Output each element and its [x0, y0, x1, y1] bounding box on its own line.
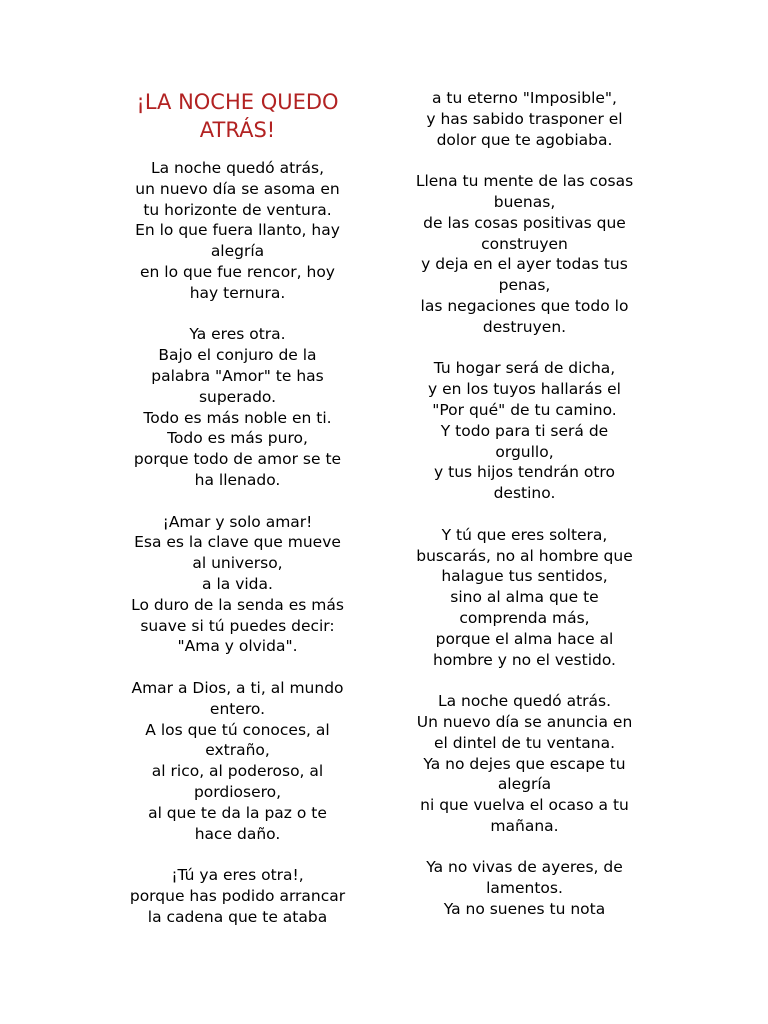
- poem-line: Ya no vivas de ayeres, de: [426, 858, 623, 877]
- poem-line: Y tú que eres soltera,: [441, 525, 608, 544]
- poem-line: Y todo para ti será de: [440, 421, 609, 440]
- right-column: [392, 88, 657, 920]
- stanza-break: [392, 338, 657, 359]
- stanza-break: [392, 504, 657, 525]
- poem-line: "Por qué" de tu camino.: [432, 400, 617, 419]
- poem-line: alegría: [497, 775, 552, 794]
- poem-line: palabra "Amor" te has: [151, 366, 324, 385]
- poem-line: entero.: [209, 699, 266, 718]
- poem-line: La noche quedó atrás.: [437, 692, 612, 711]
- poem-line: Tu hogar será de dicha,: [433, 359, 616, 378]
- poem-line: y tus hijos tendrán otro: [434, 463, 615, 482]
- poem-line: construyen: [481, 234, 568, 253]
- poem-title: [105, 88, 370, 144]
- poem-line: destruyen.: [482, 317, 567, 336]
- poem-line: porque todo de amor se te: [133, 450, 342, 469]
- poem-line: A los que tú conoces, al: [145, 720, 330, 739]
- poem-line: Todo es más puro,: [167, 429, 308, 448]
- poem-line: superado.: [198, 387, 277, 406]
- poem-line: ni que vuelva el ocaso a tu: [420, 796, 629, 815]
- poem-line: de las cosas positivas que: [423, 213, 626, 232]
- poem-line: orgullo,: [495, 442, 554, 461]
- poem-line: Ya no dejes que escape tu: [423, 754, 626, 773]
- poem-line: alegría: [210, 242, 265, 261]
- poem-line: el dintel de tu ventana.: [433, 733, 616, 752]
- poem-line: "Ama y olvida".: [177, 637, 298, 656]
- poem-line: hombre y no el vestido.: [433, 650, 616, 669]
- poem-line: En lo que fuera llanto, hay: [135, 221, 340, 240]
- stanza-break: [392, 670, 657, 691]
- poem-line: Todo es más noble en ti.: [143, 408, 332, 427]
- poem-line: Lo duro de la senda es más: [131, 595, 344, 614]
- poem-line: Ya no suenes tu nota: [443, 900, 606, 919]
- poem-line: penas,: [498, 276, 551, 295]
- poem-line: Esa es la clave que mueve: [134, 533, 341, 552]
- poem-line: Ya eres otra.: [189, 325, 286, 344]
- poem-line: tu horizonte de ventura.: [143, 200, 332, 219]
- poem-line: buscarás, no al hombre que: [416, 546, 633, 565]
- stanza-break: [392, 150, 657, 171]
- poem-line: suave si tú puedes decir:: [140, 616, 335, 635]
- poem-line: porque el alma hace al: [435, 629, 614, 648]
- poem-line: Llena tu mente de las cosas: [415, 172, 634, 191]
- poem-line: y deja en el ayer todas tus: [421, 255, 628, 274]
- stanza-break: [392, 837, 657, 858]
- poem-line: ¡Amar y solo amar!: [162, 512, 313, 531]
- poem-line: a tu eterno "Imposible",: [432, 89, 617, 107]
- poem-line: halague tus sentidos,: [441, 567, 608, 586]
- title-line-2: ATRÁS!: [199, 118, 276, 142]
- poem-line: porque has podido arrancar: [129, 886, 346, 905]
- poem-line: las negaciones que todo lo: [420, 296, 629, 315]
- stanza-break: [105, 491, 370, 512]
- poem-line: pordiosero,: [193, 782, 282, 801]
- poem-line: hay ternura.: [189, 283, 286, 302]
- title-line-1: ¡LA NOCHE QUEDO: [136, 90, 339, 114]
- poem-line: ¡Tú ya eres otra!,: [171, 866, 304, 885]
- poem-line: buenas,: [493, 192, 556, 211]
- poem-line: hace daño.: [194, 824, 281, 843]
- poem-line: Un nuevo día se anuncia en: [416, 712, 633, 731]
- poem-line: al que te da la paz o te: [148, 803, 327, 822]
- stanza-break: [105, 657, 370, 678]
- poem-line: La noche quedó atrás,: [150, 159, 325, 177]
- poem-line: destino.: [493, 484, 556, 503]
- poem-line: extraño,: [205, 741, 270, 760]
- poem-line: un nuevo día se asoma en: [135, 179, 340, 198]
- poem-line: la cadena que te ataba: [147, 907, 328, 926]
- poem-line: y en los tuyos hallarás el: [428, 380, 621, 399]
- right-poem-body: [392, 88, 657, 920]
- poem-line: en lo que fue rencor, hoy: [140, 262, 335, 281]
- poem-line: mañana.: [490, 816, 559, 835]
- poem-line: comprenda más,: [459, 608, 590, 627]
- poem-line: dolor que te agobiaba.: [436, 130, 613, 149]
- left-poem-body: [105, 158, 370, 927]
- poem-line: Bajo el conjuro de la: [158, 346, 317, 365]
- poem-line: y has sabido trasponer el: [426, 109, 623, 128]
- stanza-break: [105, 304, 370, 325]
- poem-line: al rico, al poderoso, al: [151, 762, 324, 781]
- poem-line: Amar a Dios, a ti, al mundo: [131, 678, 344, 697]
- poem-line: ha llenado.: [194, 470, 281, 489]
- poem-line: sino al alma que te: [450, 588, 599, 607]
- poem-line: al universo,: [192, 554, 283, 573]
- left-column: [105, 88, 370, 927]
- stanza-break: [105, 844, 370, 865]
- poem-line: lamentos.: [486, 879, 563, 898]
- poem-line: a la vida.: [202, 574, 273, 593]
